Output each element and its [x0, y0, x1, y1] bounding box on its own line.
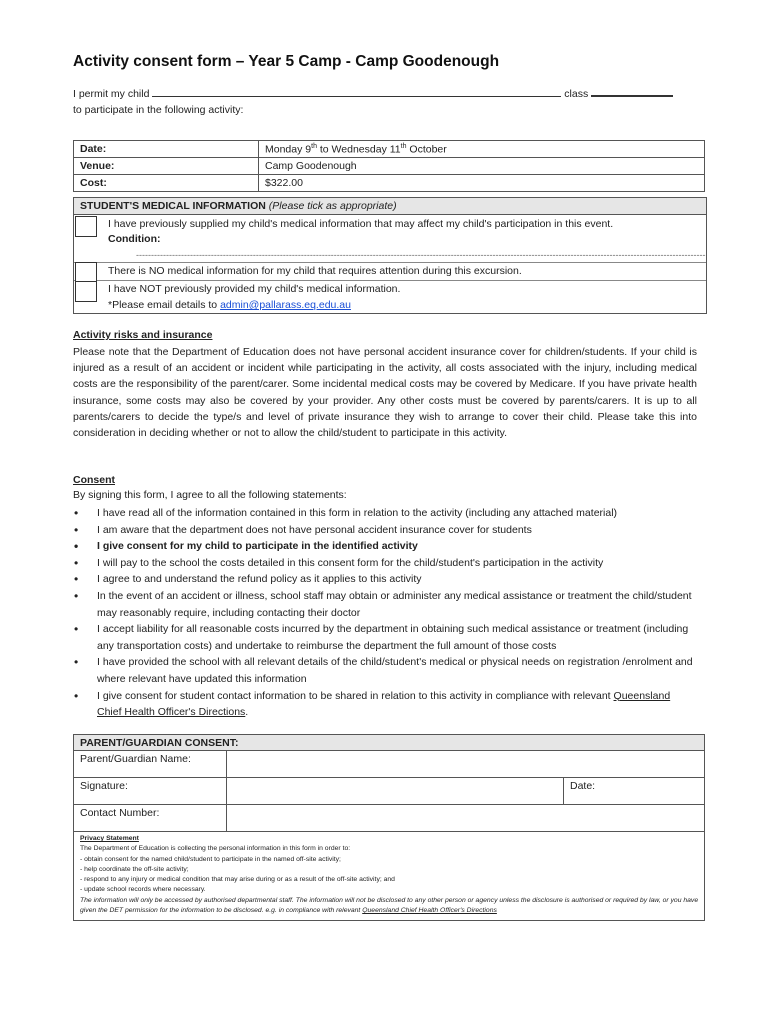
qchod-link[interactable]: Queensland Chief Health Officer's Directions [97, 689, 671, 719]
detail-label: Cost: [74, 175, 259, 192]
parent-name-label: Parent/Guardian Name: [74, 751, 227, 778]
detail-row-venue [74, 158, 705, 175]
privacy-item: - obtain consent for the named child/student to participate in the named off-site activity; [80, 855, 341, 863]
medical-header [74, 198, 706, 215]
detail-value: Camp Goodenough [259, 158, 705, 175]
activity-details-table [73, 140, 705, 192]
date-label: Date: [570, 780, 596, 792]
consent-item: • I will pay to the school the costs detailed in this consent form for the child/student's participation in the activity [73, 555, 697, 572]
privacy-statement [74, 832, 705, 921]
medical-option-supplied [74, 215, 706, 263]
privacy-item: - help coordinate the off-site activity; [80, 865, 189, 873]
date-field[interactable] [564, 778, 705, 805]
consent-item: • In the event of an accident or illness, school staff may obtain or administer any medical assistance or treatment the child/student may reasonably require, including contacting their doctor [73, 588, 697, 621]
permit-prefix: I permit my child [73, 88, 150, 100]
privacy-note: The information will only be accessed by authorised departmental staff. The information will not be disclosed to any other person or agency unless the disclosure is authorised or required by law, or you have given the DET permission for the information to be disclosed. e.g. in compliance with relevant Queensland Chief Health Officer's Directions [80, 896, 699, 915]
privacy-title: Privacy Statement [80, 835, 139, 842]
consent-item: • I have read all of the information contained in this form in relation to the activity (including any attached material) [73, 505, 697, 522]
privacy-item: - update school records where necessary. [80, 886, 206, 894]
privacy-item: - respond to any injury or medical condition that may arise during or as a result of the off-site activity; and [80, 876, 395, 884]
parent-name-field[interactable] [227, 751, 705, 778]
detail-row-cost [74, 175, 705, 192]
risks-heading: Activity risks and insurance [73, 329, 213, 341]
consent-heading: Consent [73, 474, 115, 486]
parent-header: PARENT/GUARDIAN CONSENT: [74, 735, 705, 751]
signature-field[interactable] [227, 778, 564, 805]
medical-header-note: (Please tick as appropriate) [268, 200, 397, 212]
email-link[interactable]: admin@pallarass.eq.edu.au [220, 299, 351, 311]
detail-value-date: Monday 9th to Wednesday 11th October [259, 141, 705, 158]
class-label: class [564, 88, 589, 100]
condition-label: Condition: [108, 233, 161, 245]
page-title: Activity consent form – Year 5 Camp - Camp Goodenough [73, 53, 500, 70]
option-text: I have NOT previously provided my child's medical information. [108, 283, 401, 295]
consent-item: • I give consent for my child to participate in the identified activity [73, 538, 697, 555]
consent-item: • I accept liability for all reasonable costs incurred by the department in obtaining such medical assistance or treatment (including any transportation costs) and undertake to reimburse the department the full amount of those costs [73, 621, 697, 654]
parent-consent-table [73, 734, 705, 921]
checkbox-not-provided[interactable] [75, 281, 97, 302]
contact-label: Contact Number: [74, 805, 227, 832]
medical-header-title: STUDENT'S MEDICAL INFORMATION [80, 200, 266, 212]
child-name-field[interactable] [152, 96, 561, 97]
detail-label: Venue: [74, 158, 259, 175]
privacy-intro: The Department of Education is collecting the personal information in this form in order to: [80, 845, 351, 853]
consent-intro: By signing this form, I agree to all the following statements: [73, 489, 347, 501]
contact-field[interactable] [227, 805, 705, 832]
risks-text: Please note that the Department of Education does not have personal accident insurance cover for children/students. If your child is injured as a result of an accident or incident while participating in the activity, all costs associated with the injury, including medical costs are the responsibility of the parent/carer. Some incidental medical costs may be covered by Medicare. If you have private health insurance, some costs may also be covered by your provider. Any other costs must be covered by parents/carers. It is up to all parents/carers to decide the type/s and level of private insurance they wish to arrange to cover their child. Please take this into consideration in deciding whether or not to allow the child/student to participate in this activity. [73, 346, 697, 440]
option-text: I have previously supplied my child's medical information that may affect my child's participation in this event. [108, 218, 614, 230]
email-line: *Please email details to admin@pallarass.eq.edu.au [108, 299, 351, 311]
permit-suffix: to participate in the following activity: [73, 104, 244, 116]
signature-label: Signature: [74, 778, 227, 805]
detail-value: $322.00 [259, 175, 705, 192]
consent-item: • I am aware that the department does not have personal accident insurance cover for students [73, 522, 697, 539]
checkbox-none[interactable] [75, 262, 97, 283]
class-field[interactable] [591, 95, 673, 97]
consent-list [73, 505, 697, 721]
permit-line [73, 88, 673, 100]
condition-field[interactable]: ---------------------------------------------------------------------------------------------------------------------------------------------------------------------------------------------- [136, 250, 706, 260]
detail-label: Date: [74, 141, 259, 158]
medical-option-none [74, 263, 706, 281]
consent-item: • I agree to and understand the refund policy as it applies to this activity [73, 571, 697, 588]
medical-option-not-provided [74, 281, 706, 313]
privacy-link[interactable]: Queensland Chief Health Officer's Directions [362, 907, 497, 915]
consent-item: • I have provided the school with all relevant details of the child/student's medical or physical needs on registration /enrolment and where relevant have updated this information [73, 654, 697, 687]
checkbox-supplied[interactable] [75, 216, 97, 237]
consent-item-last: • I give consent for student contact information to be shared in relation to this activity in compliance with relevant Queensland Chief Health Officer's Directions. [73, 688, 697, 721]
detail-row-date [74, 141, 705, 158]
medical-info-section [73, 197, 707, 314]
option-text: There is NO medical information for my child that requires attention during this excursion. [108, 265, 522, 277]
